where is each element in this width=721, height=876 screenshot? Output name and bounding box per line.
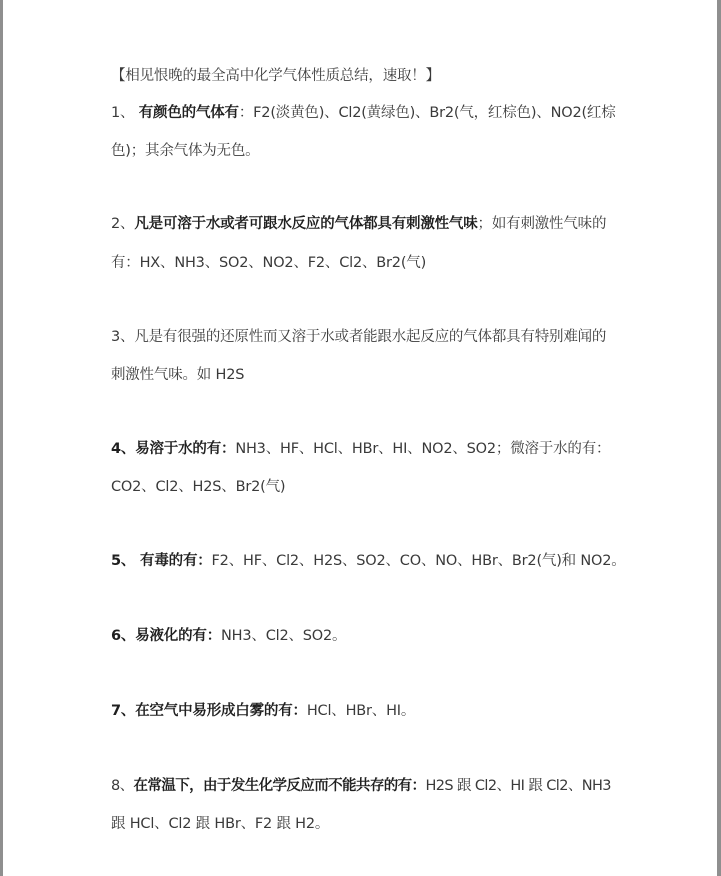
item-heading: 有颜色的气体有 — [138, 105, 239, 121]
item-text: F2(淡黄色)、Cl2(黄绿色)、Br2(气，红棕色)、NO2(红棕 — [253, 105, 616, 121]
item-1-line-2 — [111, 141, 259, 161]
title-text: 【相见恨晚的最全高中化学气体性质总结，速取！】 — [111, 68, 440, 84]
item-text: 如有刺激性气味的 — [491, 216, 607, 232]
item-8-line-2 — [111, 814, 329, 834]
item-3-line-1 — [111, 327, 606, 347]
item-heading: 有毒的有： — [140, 553, 212, 569]
item-text: 色)；其余气体为无色。 — [111, 143, 260, 159]
item-number: 2、 — [111, 216, 135, 232]
item-heading: 凡是可溶于水或者可跟水反应的气体都具有刺激性气味 — [134, 216, 478, 232]
item-text: 有：HX、NH3、SO2、NO2、F2、Cl2、Br2(气) — [111, 255, 427, 271]
item-text: 刺激性气味。如 H2S — [111, 367, 245, 383]
item-1-line-1 — [111, 103, 616, 123]
item-number: 4、 — [111, 441, 136, 457]
item-number: 7、 — [111, 703, 136, 719]
item-heading: 在空气中易形成白雾的有： — [135, 703, 307, 719]
item-6-line-1 — [111, 626, 346, 646]
item-number: 5、 — [111, 553, 141, 569]
item-text: H2S 跟 Cl2、HI 跟 Cl2、NH3 — [425, 778, 611, 794]
item-number: 3、 — [111, 329, 135, 345]
item-3-line-2 — [111, 365, 244, 385]
item-7-line-1 — [111, 701, 415, 721]
item-text: NH3、Cl2、SO2。 — [221, 628, 347, 644]
item-5-line-1 — [111, 551, 626, 571]
item-number: 6、 — [111, 628, 136, 644]
item-heading: 易溶于水的有： — [135, 441, 236, 457]
separator: ； — [477, 216, 492, 232]
item-text: NH3、HF、HCl、HBr、HI、NO2、SO2；微溶于水的有： — [235, 441, 611, 457]
item-text: 凡是有很强的还原性而又溶于水或者能跟水起反应的气体都具有特别难闻的 — [134, 329, 607, 345]
item-2-line-1 — [111, 214, 606, 234]
item-text: F2、HF、Cl2、H2S、SO2、CO、NO、HBr、Br2(气)和 NO2。 — [211, 553, 626, 569]
separator: ： — [238, 105, 254, 121]
item-number: 8、 — [111, 778, 134, 794]
item-number: 1、 — [111, 105, 139, 121]
item-text: HCl、HBr、HI。 — [306, 703, 416, 719]
item-2-line-2 — [111, 253, 426, 273]
document-title — [111, 66, 440, 86]
item-4-line-2 — [111, 477, 285, 497]
item-text: CO2、Cl2、H2S、Br2(气) — [111, 479, 286, 495]
item-text: 跟 HCl、Cl2 跟 HBr、F2 跟 H2。 — [111, 816, 330, 832]
item-8-line-1 — [111, 776, 611, 796]
item-heading: 在常温下，由于发生化学反应而不能共存的有： — [133, 778, 426, 794]
item-4-line-1 — [111, 439, 610, 459]
item-heading: 易液化的有： — [135, 628, 222, 644]
